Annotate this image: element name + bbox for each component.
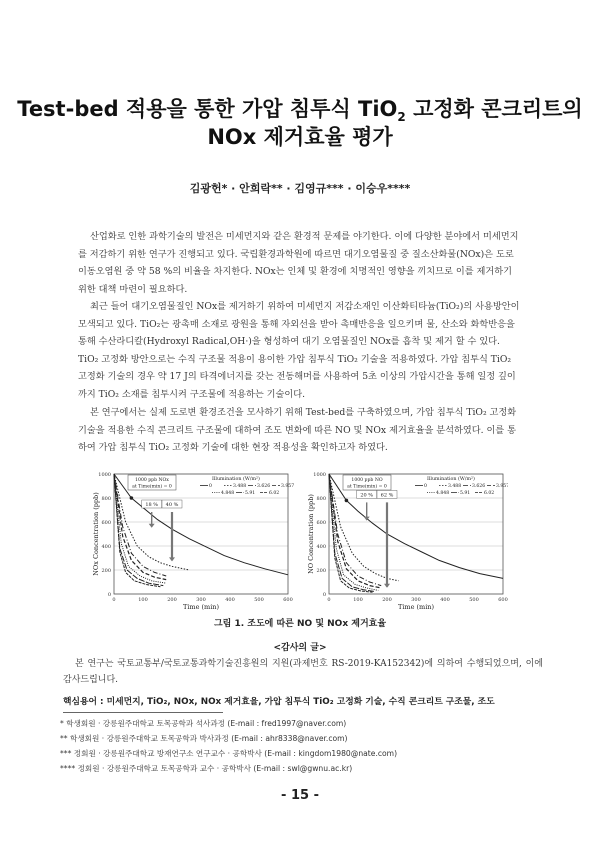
x-tick-label: 600 [498, 597, 508, 603]
y-tick-label: 400 [316, 544, 326, 550]
legend-entry-6.02: 6.02 [269, 491, 280, 496]
note-line-2: at Time(min) = 0 [132, 484, 172, 490]
legend-title: Illumination (W/m²) [212, 477, 260, 482]
y-axis-label: NO Concentration (ppb) [307, 494, 315, 574]
x-tick-label: 400 [225, 597, 235, 603]
keywords: 핵심용어 : 미세먼지, TiO₂, NOx, NOx 제거효율, 가압 침투식 TiO₂ 고정화 기술, 수직 콘크리트 구조물, 조도 [63, 697, 495, 707]
legend-entry-3.957: 3.957 [281, 484, 295, 489]
legend-entry-4.848: 4.848 [436, 491, 450, 496]
y-tick-label: 200 [101, 568, 111, 574]
x-tick-label: 0 [327, 597, 331, 603]
legend-entry-3.626: 3.626 [472, 484, 486, 489]
legend-entry-4.848: 4.848 [221, 491, 235, 496]
figure-1-charts [88, 462, 508, 612]
legend-entry-0: 0 [209, 484, 212, 489]
arrow-head [149, 524, 155, 528]
y-tick-label: 800 [101, 496, 111, 502]
x-tick-label: 500 [469, 597, 479, 603]
y-tick-label: 1000 [98, 472, 111, 478]
body-paragraph-2 [78, 298, 544, 404]
x-tick-label: 200 [167, 597, 177, 603]
x-tick-label: 100 [138, 597, 148, 603]
y-tick-label: 800 [316, 496, 326, 502]
legend-entry-5.91: 5.91 [245, 491, 256, 496]
annotation-label: 40 % [165, 502, 179, 508]
footnote-2: ** 학생회원 · 강릉원주대학교 토목공학과 박사과정 (E-mail : ahr8338@naver.com) [60, 734, 348, 743]
annotation-label: 18 % [145, 502, 159, 508]
note-line-1: 1000 ppb NO [351, 478, 383, 483]
y-tick-label: 0 [107, 592, 111, 598]
text-line: 이동오염원 중 약 58 %의 비율을 차지한다. NOx는 인체 및 환경에 치명적인 영향을 끼치므로 이를 제거하기 [78, 266, 513, 278]
y-tick-label: 1000 [313, 472, 326, 478]
x-tick-label: 300 [196, 597, 206, 603]
text-line: 모색되고 있다. TiO₂는 광촉매 소재로 광원을 통해 자외선을 받아 촉매반응을 일으키며 물, 산소와 화학반응을 [78, 318, 515, 330]
text-line: 산업화로 인한 과학기술의 발전은 미세먼지와 같은 환경적 문제를 야기한다. 이에 다양한 분야에서 미세먼지 [90, 231, 519, 242]
x-tick-label: 500 [254, 597, 264, 603]
body-paragraph-3 [78, 404, 544, 457]
arrow-head [169, 557, 175, 561]
legend-entry-3.488: 3.488 [233, 484, 247, 489]
author-list: 김광헌* · 안희락** · 김영규*** · 이승우**** [189, 182, 411, 195]
y-tick-label: 400 [101, 544, 111, 550]
page-number: - 15 - [281, 788, 319, 803]
text-line: 까지 TiO₂ 소재를 침투시켜 구조물에 적용하는 기술이다. [78, 388, 306, 400]
y-axis-label: NOx Concentration (ppb) [92, 492, 100, 576]
x-axis-label: Time (min) [398, 603, 434, 611]
marker-point [345, 499, 349, 503]
text-line: 하여 가압 침투식 TiO₂ 고정화 기술에 대한 현장 적용성을 확인하고자 하였다. [78, 442, 388, 454]
legend-title: Illumination (W/m²) [427, 477, 475, 482]
y-tick-label: 600 [316, 520, 326, 526]
text-line: 본 연구에서는 실제 도로변 환경조건을 모사하기 위해 Test-bed를 구축하였으며, 가압 침투식 TiO₂ 고정화 [90, 407, 517, 418]
plot-frame [329, 474, 503, 594]
annotation-label: 20 % [360, 492, 374, 499]
acknowledgement-text: 본 연구는 국토교통부/국토교통과학기술진흥원의 지원(과제번호 RS-2019-KA152342)에 의하여 수행되었으며, 이에 감사드립니다. [63, 659, 543, 685]
y-tick-label: 200 [316, 568, 326, 574]
acknowledgement-heading: <감사의 글> [273, 643, 327, 653]
footnote-divider [63, 712, 223, 713]
paper-title-line1: Test-bed 적용을 통한 가압 침투식 TiO$_2$ 고정화 콘크리트의 [17, 97, 583, 125]
plot-frame [114, 474, 288, 594]
footnote-1: * 학생회원 · 강릉원주대학교 토목공학과 석사과정 (E-mail : fred1997@naver.com) [60, 719, 347, 728]
note-line-1: 1000 ppb NOx [135, 478, 169, 483]
text-line: 위한 대책 마련이 필요하다. [78, 283, 188, 295]
x-tick-label: 200 [382, 597, 392, 603]
legend-entry-3.957: 3.957 [496, 484, 508, 489]
footnote-4: **** 정회원 · 강릉원주대학교 토목공학과 교수 · 공학박사 (E-mail : swl@gwnu.ac.kr) [60, 764, 353, 773]
text-line: 고정화 기술의 경우 약 17 J의 타격에너지를 갖는 전동해머를 사용하여 5초 이상의 가압시간을 통해 일정 깊이 [78, 371, 516, 383]
x-tick-label: 0 [112, 597, 116, 603]
text-line: 기술을 적용한 수직 콘크리트 구조물에 대하여 조도 변화에 따른 NO 및 NOx 제거효율을 분석하였다. 이를 통 [78, 424, 517, 436]
legend-entry-3.488: 3.488 [448, 484, 462, 489]
marker-point [130, 496, 134, 500]
figure-1 [88, 462, 508, 612]
text-line: TiO₂ 고정화 방안으로는 수직 구조물 적용이 용이한 가압 침투식 TiO₂ 기술을 적용하였다. 가압 침투식 TiO₂ [78, 353, 512, 365]
paper-title-line2: NOx 제거효율 평가 [207, 125, 393, 149]
note-line-2: at Time(min) = 0 [347, 484, 387, 490]
x-tick-label: 400 [440, 597, 450, 603]
legend-entry-0: 0 [424, 484, 427, 489]
x-tick-label: 300 [411, 597, 421, 603]
body-paragraph-1 [78, 228, 544, 298]
x-axis-label: Time (min) [183, 603, 219, 611]
text-line: 최근 들어 대기오염물질인 NOx를 제거하기 위하여 미세먼지 저감소재인 이산화티타늄(TiO₂)의 사용방안이 [90, 301, 520, 312]
x-tick-label: 100 [353, 597, 363, 603]
text-line: 통해 수산라디칼(Hydroxyl Radical,OH·)을 형성하여 대기 오염물질인 NOx를 흡착 및 제거 할 수 있다. [78, 336, 500, 348]
footnote-3: *** 정회원 · 강릉원주대학교 방재연구소 연구교수 · 공학박사 (E-mail : kingdom1980@nate.com) [60, 749, 398, 758]
y-tick-label: 0 [322, 592, 326, 598]
y-tick-label: 600 [101, 520, 111, 526]
x-tick-label: 600 [283, 597, 293, 603]
annotation-label: 62 % [380, 492, 394, 499]
arrow-head [384, 584, 390, 588]
text-line: 를 저감하기 위한 연구가 진행되고 있다. 국립환경과학원에 따르면 대기오염물질 중 질소산화물(NOx)은 도로 [78, 248, 514, 260]
legend-entry-5.91: 5.91 [460, 491, 471, 496]
figure-caption: 그림 1. 조도에 따른 NO 및 NOx 제거효율 [213, 619, 387, 629]
legend-entry-3.626: 3.626 [257, 484, 271, 489]
legend-entry-6.02: 6.02 [484, 491, 495, 496]
